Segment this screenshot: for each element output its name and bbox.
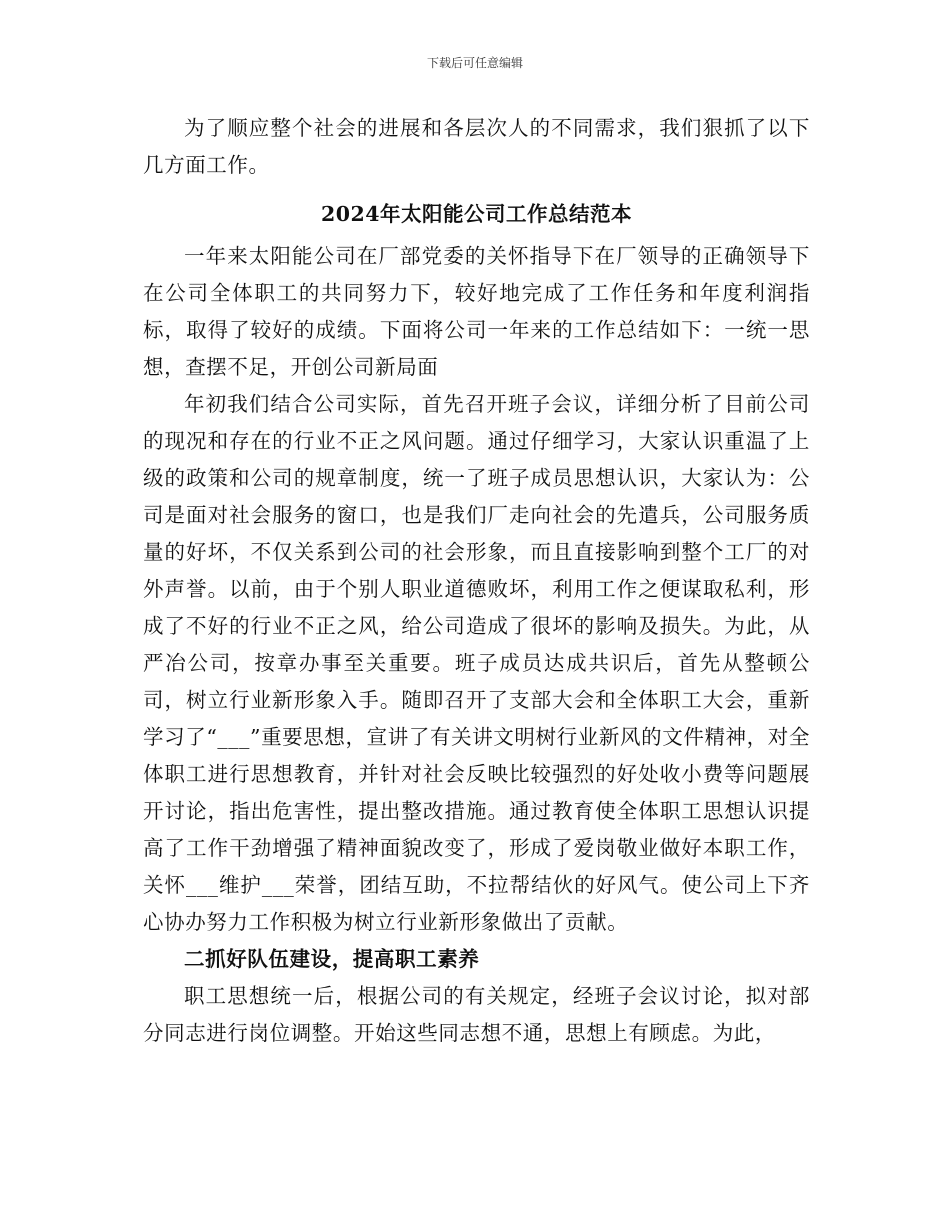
intro-paragraph: 为了顺应整个社会的进展和各层次人的不同需求，我们狠抓了以下几方面工作。 [143,116,810,177]
page-header: 下载后可任意编辑 [426,56,523,70]
paragraph-2: 年初我们结合公司实际，首先召开班子会议，详细分析了目前公司的现况和存在的行业不正之风问题。通过仔细学习，大家认识重温了上级的政策和公司的规章制度，统一了班子成员思想认识，大家认为：公司是面对社会服务的窗口，也是我们厂走向社会的先遣兵，公司服务质量的好坏，不仅关系到公司的社会形象，而且直接影响到整个工厂的对外声誉。以前，由于个别人职业道德败坏，利用工作之便谋取私利，形成了不好的行业不正之风，给公司造成了很坏的影响及损失。为此，从严冶公司，按章办事至关重要。班子成员达成共识后，首先从整顿公司，树立行业新形象入手。随即召开了支部大会和全体职工大会，重新学习了“___”重要思想，宣讲了有关讲文明树行业新风的文件精神，对全体职工进行思想教育，并针对社会反映比较强烈的好处收小费等问题展开讨论，指出危害性，提出整改措施。通过教育使全体职工思想认识提高了工作干劲增强了精神面貌改变了，形成了爱岗敬业做好本职工作，关怀___维护___荣誉，团结互助，不拉帮结伙的好风气。使公司上下齐心协办努力工作积极为树立行业新形象做出了贡献。 [143,392,810,934]
document-body [143,110,810,1052]
paragraph-3: 职工思想统一后，根据公司的有关规定，经班子会议讨论，拟对部分同志进行岗位调整。开始这些同志想不通，思想上有顾虑。为此， [143,984,810,1045]
section-heading-2: 二抓好队伍建设，提高职工素养 [184,947,480,971]
paragraph-1: 一年来太阳能公司在厂部党委的关怀指导下在厂领导的正确领导下在公司全体职工的共同努力下，较好地完成了工作任务和年度利润指标，取得了较好的成绩。下面将公司一年来的工作总结如下：一统一思想，查摆不足，开创公司新局面 [143,244,810,379]
document-title: 2024年太阳能公司工作总结范本 [320,202,633,226]
